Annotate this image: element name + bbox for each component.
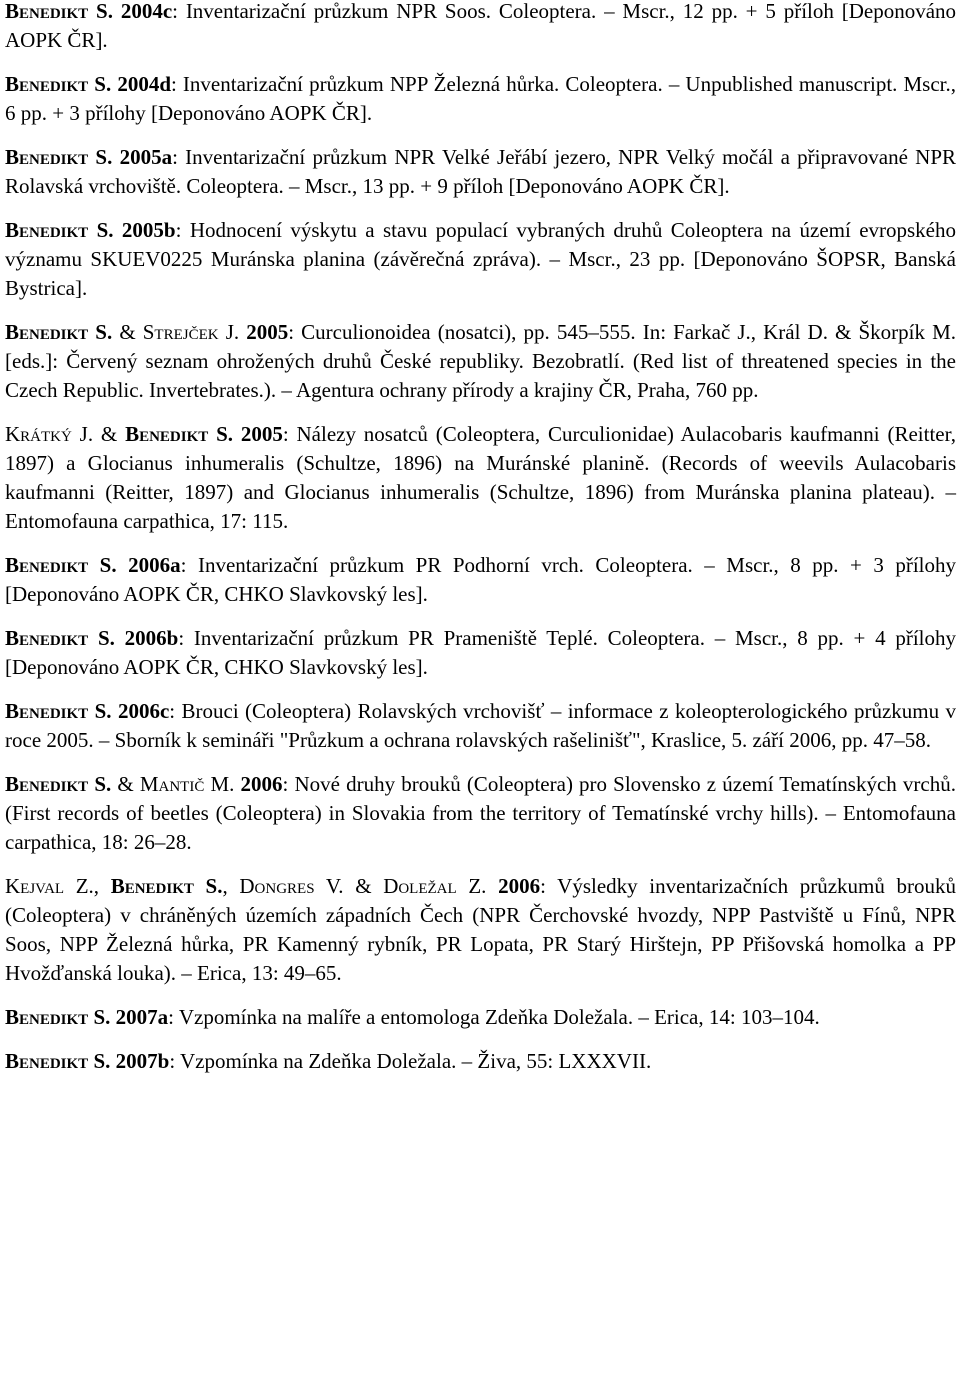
author-separator: , xyxy=(93,874,111,898)
reference-entry xyxy=(5,216,956,303)
reference-entry xyxy=(5,0,956,55)
author-name: Doležal Z. xyxy=(383,874,487,898)
reference-year: 2004d xyxy=(117,72,171,96)
reference-text: : Inventarizační průzkum NPR Soos. Coleoptera. – Mscr., 12 pp. + 5 příloh [Deponováno AOPK ČR]. xyxy=(5,0,957,52)
author-name: Benedikt S. xyxy=(5,1049,111,1073)
author-name: Kejval Z. xyxy=(5,874,94,898)
reference-text: : Vzpomínka na Zdeňka Doležala. – Živa, 55: LXXXVII. xyxy=(169,1049,652,1073)
reference-text: : Vzpomínka na malíře a entomologa Zdeňka Doležala. – Erica, 14: 103–104. xyxy=(168,1005,820,1029)
reference-text: : Nové druhy brouků (Coleoptera) pro Slovensko z území Tematínských vrchů. (First records of beetles (Coleoptera) in Slovakia from the territory of Tematínské vrchy hills). – Entomofauna carpathica, 18: 26–28. xyxy=(5,772,956,854)
author-name: Benedikt S. xyxy=(125,422,234,446)
reference-text: : Nálezy nosatců (Coleoptera, Curculionidae) Aulacobaris kaufmanni (Reitter, 1897) a Glocianus inhumeralis (Schultze, 1896) na Muránské planině. (Records of weevils Aulacobaris kaufmanni (Reitter, 1897) and Glocianus inhumeralis (Schultze, 1896) from Muránska planina plateau). – Entomofauna carpathica, 17: 115. xyxy=(5,422,957,533)
reference-entry xyxy=(5,143,956,201)
reference-year: 2006 xyxy=(240,772,283,796)
reference-text: : Inventarizační průzkum NPP Železná hůrka. Coleoptera. – Unpublished manuscript. Mscr., 6 pp. + 3 přílohy [Deponováno AOPK ČR]. xyxy=(5,72,956,125)
author-name: Benedikt S. xyxy=(5,320,113,344)
reference-text: : Curculionoidea (nosatci), pp. 545–555. In: Farkač J., Král D. & Škorpík M. [eds.]: Červený seznam ohrožených druhů České republiky. Bezobratlí. (Red list of threatened species in the Czech Republic. Invertebrates.). – Agentura ochrany přírody a krajiny ČR, Praha, 760 pp. xyxy=(5,320,956,402)
reference-text: : Hodnocení výskytu a stavu populací vybraných druhů Coleoptera na území evropského významu SKUEV0225 Muránska planina (závěrečná zpráva). – Mscr., 23 pp. [Deponováno ŠOPSR, Banská Bystrica]. xyxy=(5,218,957,300)
reference-year: 2006 xyxy=(498,874,541,898)
reference-year: 2007a xyxy=(115,1005,169,1029)
author-name: Benedikt S. xyxy=(5,218,114,242)
author-separator: & xyxy=(112,320,143,344)
author-name: Benedikt S. xyxy=(5,699,112,723)
reference-entry xyxy=(5,70,956,128)
reference-entry xyxy=(5,420,956,536)
author-separator: & xyxy=(111,772,140,796)
reference-entry xyxy=(5,1047,956,1076)
reference-text: : Inventarizační průzkum PR Podhorní vrch. Coleoptera. – Mscr., 8 pp. + 3 přílohy [Deponováno AOPK ČR, CHKO Slavkovský les]. xyxy=(5,553,957,606)
reference-text: : Výsledky inventarizačních průzkumů brouků (Coleoptera) v chráněných územích západních Čech (NPR Čerchovské hvozdy, NPP Pastviště u Fínů, NPR Soos, NPP Železná hůrka, PR Kamenný rybník, PR Lopata, PR Starý Hirštejn, PP Přišovská homolka a PP Hvožďanská louka). – Erica, 13: 49–65. xyxy=(5,874,957,985)
author-separator: & xyxy=(343,874,384,898)
author-name: Benedikt S. xyxy=(5,772,112,796)
reference-year: 2007b xyxy=(115,1049,170,1073)
author-name: Benedikt S. xyxy=(5,1005,111,1029)
author-name: Benedikt S. xyxy=(5,0,113,23)
reference-entry xyxy=(5,770,956,857)
reference-text: : Inventarizační průzkum NPR Velké Jeřábí jezero, NPR Velký močál a připravované NPR Rolavská vrchoviště. Coleoptera. – Mscr., 13 pp. + 9 příloh [Deponováno AOPK ČR]. xyxy=(5,145,957,198)
author-name: Benedikt S. xyxy=(5,72,112,96)
reference-year: 2006a xyxy=(128,553,181,577)
reference-entry xyxy=(5,697,956,755)
author-name: Mantič M. xyxy=(139,772,235,796)
reference-text: : Inventarizační průzkum PR Prameniště Teplé. Coleoptera. – Mscr., 8 pp. + 4 přílohy [Deponováno AOPK ČR, CHKO Slavkovský les]. xyxy=(5,626,957,679)
reference-text: : Brouci (Coleoptera) Rolavských vrchovišť – informace z koleopterologického průzkumu v roce 2005. – Sborník k semináři "Průzkum a ochrana rolavských rašelinišť", Kraslice, 5. září 2006, pp. 47–58. xyxy=(5,699,957,752)
reference-entry xyxy=(5,318,956,405)
reference-entry xyxy=(5,872,956,988)
reference-year: 2005b xyxy=(121,218,176,242)
reference-year: 2004c xyxy=(120,0,173,23)
reference-year: 2006c xyxy=(117,699,170,723)
author-name: Strejček J. xyxy=(142,320,240,344)
author-name: Benedikt S. xyxy=(5,626,115,650)
author-name: Benedikt S. xyxy=(110,874,223,898)
reference-entry xyxy=(5,551,956,609)
reference-entry xyxy=(5,1003,956,1032)
reference-year: 2006b xyxy=(124,626,179,650)
author-name: Dongres V. xyxy=(239,874,344,898)
author-separator: , xyxy=(222,874,240,898)
reference-entry xyxy=(5,624,956,682)
author-name: Krátký J. xyxy=(5,422,94,446)
reference-year: 2005 xyxy=(240,422,283,446)
author-name: Benedikt S. xyxy=(5,145,113,169)
author-separator: & xyxy=(93,422,126,446)
reference-year: 2005 xyxy=(246,320,289,344)
reference-year: 2005a xyxy=(119,145,173,169)
author-name: Benedikt S. xyxy=(5,553,117,577)
